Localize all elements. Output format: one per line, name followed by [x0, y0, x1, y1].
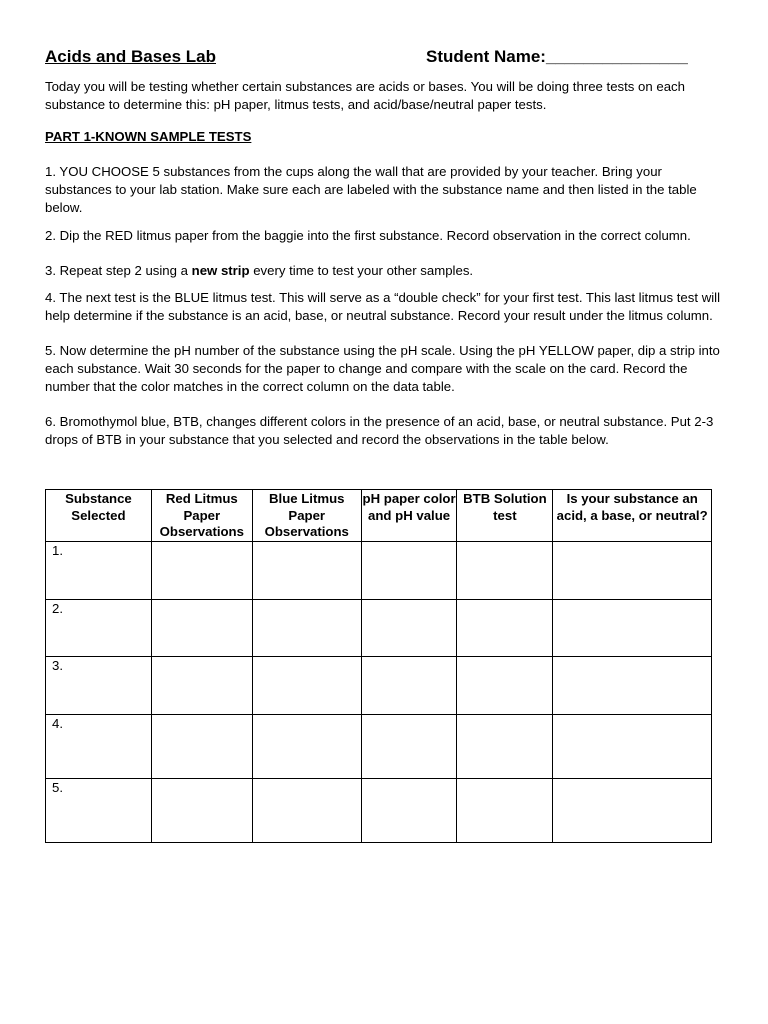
table-row: [46, 599, 712, 656]
header-btb-solution: BTB Solution test: [457, 490, 553, 542]
btb-cell[interactable]: [457, 599, 553, 656]
table-row: [46, 541, 712, 599]
blue-litmus-cell[interactable]: [252, 599, 361, 656]
substance-cell[interactable]: 4.: [46, 714, 152, 778]
student-name-field[interactable]: Student Name:_______________: [426, 47, 688, 66]
ph-paper-cell[interactable]: [361, 541, 457, 599]
part1-heading: PART 1-KNOWN SAMPLE TESTS: [45, 129, 252, 144]
step-6: 6. Bromothymol blue, BTB, changes different colors in the presence of an acid, base, or neutral substance. Put 2-3 drops of BTB in your substance that you selected and record the observations in the table below.: [45, 414, 714, 447]
step-4: 4. The next test is the BLUE litmus test. This will serve as a “double check” for your first test. This last litmus test will help determine if the substance is an acid, base, or neutral substance. Record your result under the litmus column.: [45, 290, 721, 323]
classification-cell[interactable]: [553, 541, 712, 599]
step-3-text-end: every time to test your other samples.: [249, 263, 474, 278]
step-1: 1. YOU CHOOSE 5 substances from the cups along the wall that are provided by your teacher. Bring your substances to your lab station. Make sure each are labeled with the substance name and then listed in the table below.: [45, 164, 697, 215]
blue-litmus-cell[interactable]: [252, 541, 361, 599]
step-3: [45, 262, 725, 280]
btb-cell[interactable]: [457, 656, 553, 714]
table-row: [46, 656, 712, 714]
table-header-row: [46, 490, 712, 542]
classification-cell[interactable]: [553, 656, 712, 714]
red-litmus-cell[interactable]: [151, 541, 252, 599]
header-blue-litmus: Blue Litmus Paper Observations: [252, 490, 361, 542]
intro-paragraph: Today you will be testing whether certain substances are acids or bases. You will be doing three tests on each substance to determine this: pH paper, litmus tests, and acid/base/neutral paper tests.: [45, 79, 685, 112]
classification-cell[interactable]: [553, 714, 712, 778]
red-litmus-cell[interactable]: [151, 714, 252, 778]
table-row: [46, 714, 712, 778]
red-litmus-cell[interactable]: [151, 599, 252, 656]
header-ph-paper: pH paper color and pH value: [361, 490, 457, 542]
blue-litmus-cell[interactable]: [252, 656, 361, 714]
blue-litmus-cell[interactable]: [252, 714, 361, 778]
btb-cell[interactable]: [457, 778, 553, 842]
header-acid-base-neutral: Is your substance an acid, a base, or neutral?: [553, 490, 712, 542]
ph-paper-cell[interactable]: [361, 714, 457, 778]
btb-cell[interactable]: [457, 541, 553, 599]
blue-litmus-cell[interactable]: [252, 778, 361, 842]
substance-cell[interactable]: 2.: [46, 599, 152, 656]
substance-cell[interactable]: 5.: [46, 778, 152, 842]
classification-cell[interactable]: [553, 599, 712, 656]
ph-paper-cell[interactable]: [361, 599, 457, 656]
ph-paper-cell[interactable]: [361, 778, 457, 842]
worksheet-page: [45, 44, 725, 449]
ph-paper-cell[interactable]: [361, 656, 457, 714]
step-2: 2. Dip the RED litmus paper from the baggie into the first substance. Record observation in the correct column.: [45, 228, 691, 243]
data-table: [45, 489, 712, 843]
step-5: 5. Now determine the pH number of the substance using the pH scale. Using the pH YELLOW paper, dip a strip into each substance. Wait 30 seconds for the paper to change and compare with the scale on the card. Record the number that the color matches in the correct column on the data table.: [45, 343, 720, 394]
red-litmus-cell[interactable]: [151, 656, 252, 714]
red-litmus-cell[interactable]: [151, 778, 252, 842]
header-red-litmus: Red Litmus Paper Observations: [151, 490, 252, 542]
header-substance-selected: Substance Selected: [46, 490, 152, 542]
worksheet-header: [45, 44, 725, 70]
substance-cell[interactable]: 1.: [46, 541, 152, 599]
btb-cell[interactable]: [457, 714, 553, 778]
classification-cell[interactable]: [553, 778, 712, 842]
substance-cell[interactable]: 3.: [46, 656, 152, 714]
table-row: [46, 778, 712, 842]
step-3-text-start: 3. Repeat step 2 using a: [45, 263, 192, 278]
step-3-bold-text: new strip: [191, 263, 250, 278]
page-title: Acids and Bases Lab: [45, 47, 217, 66]
